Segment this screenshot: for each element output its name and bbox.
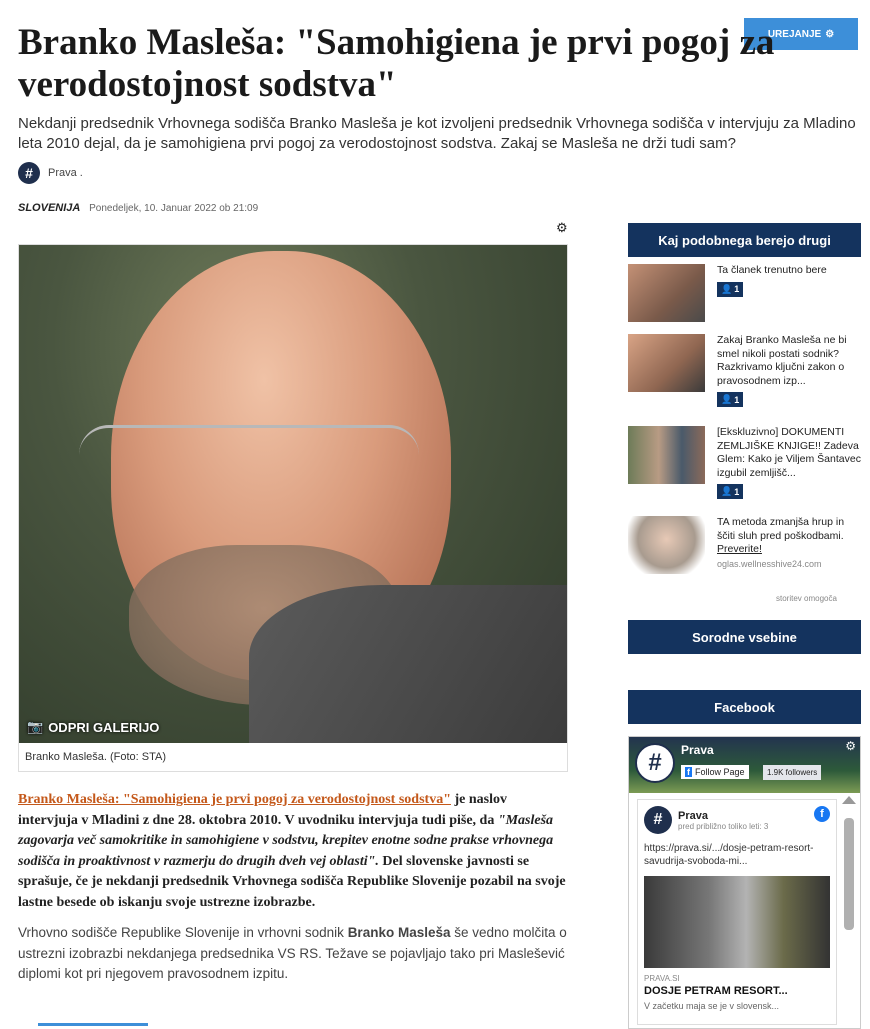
fb-page-name[interactable]: Prava — [681, 743, 714, 757]
settings-gear-icon[interactable]: ⚙ — [556, 220, 568, 235]
gear-icon: ⚙ — [825, 28, 835, 40]
p2-name: Branko Masleša — [347, 925, 451, 940]
article-date: Ponedeljek, 10. Januar 2022 ob 21:09 — [89, 203, 259, 214]
category-label[interactable]: SLOVENIJA — [18, 202, 81, 214]
fb-post-url[interactable]: https://prava.si/.../dosje-petram-resort-savudrija-svoboda-mi... — [644, 843, 814, 867]
fb-post[interactable] — [637, 799, 837, 1025]
author-name: Prava . — [48, 167, 83, 179]
related-text[interactable]: [Ekskluzivno] DOKUMENTI ZEMLJIŠKE KNJIGE!! Zadeva Glem: Kako je Viljem Šantavec izgubil zemljišč... — [717, 426, 861, 479]
article-lead: Nekdanji predsednik Vrhovnega sodišča Branko Masleša je kot izvoljeni predsednik Vrhovnega sodišča v intervjuju za Mladino leta 2010 dejal, da je samohigiena prvi pogoj za verodostojnost sodstva. Zakaj se Masleša ne drži tudi sam? — [18, 115, 856, 152]
stories-credit: storitev omogoča — [776, 594, 837, 603]
scroll-thumb[interactable] — [844, 818, 854, 930]
fb-followers: 1.9K followers — [763, 765, 821, 780]
facebook-icon[interactable]: f — [814, 806, 830, 822]
paragraph-1 — [18, 790, 570, 913]
user-icon: 👤 — [721, 486, 733, 496]
ad-link[interactable]: Preverite! — [717, 543, 762, 555]
reader-count: 1 — [734, 486, 740, 497]
author-row[interactable] — [18, 162, 83, 184]
article-title: Branko Masleša: "Samohigiena je prvi pogoj za verodostojnost sodstva" — [18, 22, 775, 105]
portrait-suit — [249, 585, 567, 743]
ad-thumb[interactable] — [628, 516, 705, 574]
fb-headline[interactable]: DOSJE PETRAM RESORT... — [644, 985, 788, 997]
p1-text-b: Del slovenske javnosti se sprašuje, če je nekdanji predsednik Vrhovnega sodišča Republike Slovenije pozabil na svoje lastne besede ob iskanju svoje ustrezne izobrazbe. — [18, 853, 566, 910]
related-content-header: Sorodne vsebine — [628, 620, 861, 654]
user-icon: 👤 — [721, 283, 733, 294]
edit-label: UREJANJE — [767, 28, 822, 40]
facebook-icon: f — [687, 767, 690, 777]
p1-text-a: je naslov intervjuja v Mladini z dne 28. oktobra 2010. V uvodniku intervjuja tudi piše, da — [18, 792, 507, 828]
fb-site: PRAVA.SI — [644, 974, 680, 983]
p2-text-a: Vrhovno sodišče Republike Slovenije in vrhovni sodnik — [18, 925, 348, 940]
prava-logo-icon[interactable]: # — [635, 743, 675, 783]
fb-cover — [629, 737, 860, 793]
related-item[interactable] — [628, 426, 861, 499]
related-thumb[interactable] — [628, 334, 705, 392]
related-item[interactable] — [628, 334, 861, 407]
open-gallery-button[interactable] — [27, 719, 159, 735]
share-bar[interactable] — [38, 1023, 148, 1026]
fb-post-image[interactable] — [644, 876, 830, 968]
fb-scrollbar[interactable] — [842, 796, 856, 1029]
reader-count: 1 — [734, 284, 740, 294]
facebook-widget[interactable] — [628, 736, 861, 1029]
photo-image[interactable] — [19, 245, 567, 743]
ad-item[interactable] — [628, 516, 861, 574]
gear-icon[interactable]: ⚙ — [845, 739, 856, 753]
photo-caption: Branko Masleša. (Foto: STA) — [25, 751, 167, 763]
facebook-header: Facebook — [628, 690, 861, 724]
scroll-up-icon[interactable] — [842, 796, 856, 804]
ad-source: oglas.wellnesshive24.com — [717, 558, 822, 569]
user-icon: 👤 — [721, 394, 733, 404]
reader-badge — [717, 484, 743, 499]
prava-logo-icon: # — [18, 162, 40, 184]
related-item[interactable] — [628, 264, 861, 322]
related-thumb[interactable] — [628, 426, 705, 484]
reader-badge — [717, 282, 743, 297]
fb-post-name[interactable]: Prava — [678, 809, 708, 822]
related-text[interactable]: Zakaj Branko Masleša ne bi smel nikoli postati sodnik? Razkrivamo ključni zakon o pravosodnem izp... — [717, 334, 847, 387]
reader-badge — [717, 392, 743, 407]
ad-text[interactable] — [717, 516, 861, 557]
related-text[interactable]: Ta članek trenutno bere — [717, 264, 827, 276]
article-photo[interactable] — [18, 244, 568, 772]
paragraph-2 — [18, 923, 570, 985]
related-header: Kaj podobnega berejo drugi — [628, 223, 861, 257]
camera-icon: 📷 — [27, 719, 44, 734]
fb-snippet: V začetku maja se je v slovensk... — [644, 1001, 780, 1011]
p1-quote: "Masleša zagovarja več samokritike in samohigiene v sodstvu, krepitev enotne sodne prakse vrhovnega sodišča in proaktivnost v razmerju do drugih dveh vej oblasti". — [18, 812, 554, 869]
related-thumb[interactable] — [628, 264, 705, 322]
fb-follow-button[interactable] — [681, 765, 749, 779]
interview-link[interactable]: Branko Masleša: "Samohigiena je prvi pogoj za verodostojnost sodstva" — [18, 792, 451, 807]
article-body — [18, 790, 570, 995]
portrait-glasses — [79, 425, 419, 485]
fb-post-header — [644, 806, 830, 834]
reader-count: 1 — [734, 394, 740, 405]
gallery-label: ODPRI GALERIJO — [48, 719, 160, 735]
article-meta — [18, 202, 258, 214]
ad-headline: TA metoda zmanjša hrup in ščiti sluh pred poškodbami. — [717, 516, 845, 542]
fb-post-time: pred približno toliko leti: 3 — [678, 821, 769, 831]
p2-text-b: še vedno molčita o ustrezni izobrazbi nekdanjega predsednika VS RS. Težave se pojavljajo tako pri Maslešević diplomi kot pri njegovem pravosodnem izpitu. — [18, 925, 567, 981]
fb-follow-label: Follow Page — [695, 767, 745, 777]
prava-logo-icon: # — [644, 806, 672, 834]
